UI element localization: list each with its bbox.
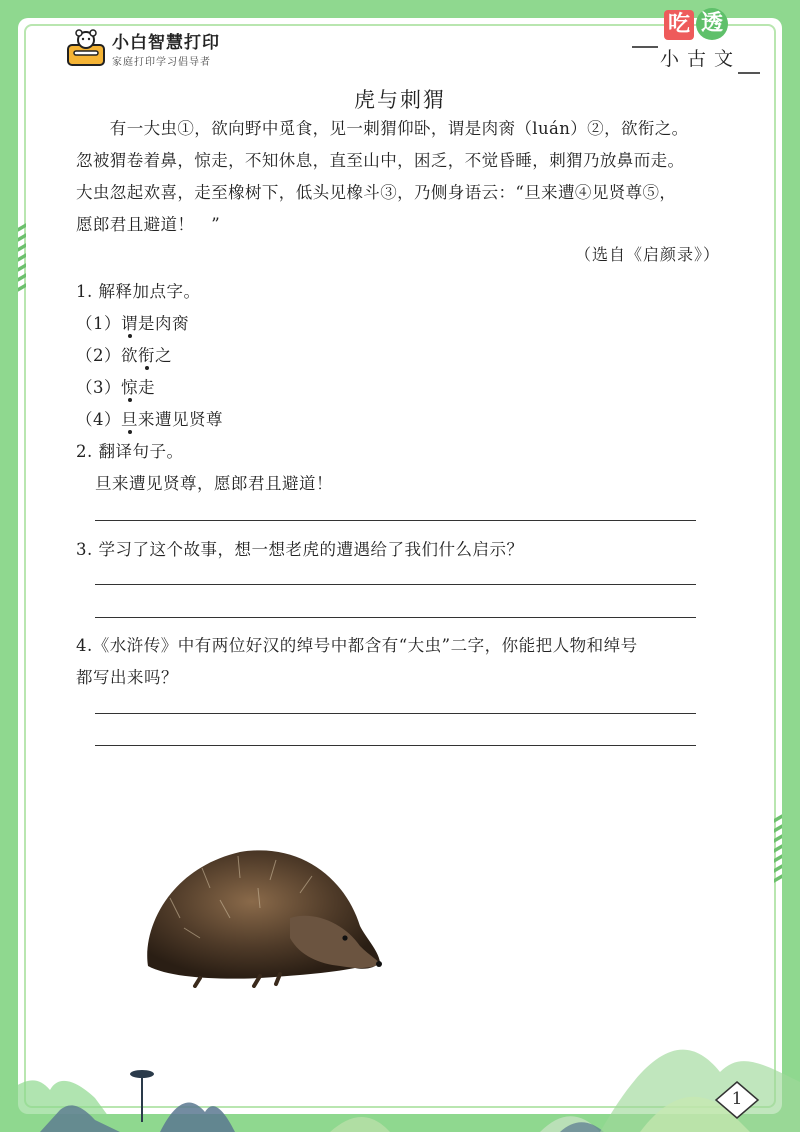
question-2-sentence: 旦来遭见贤尊，愿郎君且避道！	[95, 474, 333, 493]
hills-decoration	[0, 1002, 800, 1132]
brand-mark	[632, 2, 762, 72]
item-suffix: 之	[155, 346, 172, 365]
item-suffix: 走	[138, 378, 155, 397]
hedgehog-image	[140, 838, 385, 988]
page-number: 1	[731, 1089, 743, 1109]
item-prefix: （1）	[76, 314, 121, 333]
question-3-title: 3. 学习了这个故事，想一想老虎的遭遇给了我们什么启示？	[76, 540, 524, 559]
dotted-char: 旦	[121, 410, 138, 429]
brand-line-right	[738, 72, 760, 74]
dotted-char: 衔	[138, 346, 155, 365]
left-stripes-decoration	[18, 226, 26, 296]
item-prefix: （2）欲	[76, 346, 138, 365]
question-4-title-cont: 都写出来吗？	[76, 668, 178, 687]
question-4-title: 4.《水浒传》中有两位好汉的绰号中都含有“大虫”二字，你能把人物和绰号	[76, 636, 638, 655]
question-1-item	[76, 310, 189, 334]
question-1-item	[76, 406, 223, 430]
article-source: （选自《启颜录》）	[574, 245, 720, 264]
item-suffix: 来遭见贤尊	[138, 410, 223, 429]
question-1-title: 1. 解释加点字。	[76, 282, 201, 301]
item-prefix: （4）	[76, 410, 121, 429]
answer-line[interactable]	[95, 584, 696, 585]
answer-line[interactable]	[95, 617, 696, 618]
article-line: 大虫忽起欢喜，走至橡树下，低头见橡斗③，乃侧身语云：“旦来遭④见贤尊⑤，	[76, 183, 677, 202]
brand-line-left	[632, 46, 658, 48]
page-number-badge	[714, 1080, 760, 1120]
dotted-char: 惊	[121, 378, 138, 397]
question-1-item	[76, 342, 172, 366]
answer-line[interactable]	[95, 520, 696, 521]
logo	[66, 28, 220, 68]
article-title: 虎与刺猬	[354, 88, 446, 112]
logo-box-icon	[66, 29, 106, 67]
item-prefix: （3）	[76, 378, 121, 397]
question-1-item	[76, 374, 155, 398]
answer-line[interactable]	[95, 745, 696, 746]
logo-title: 小白智慧打印	[112, 33, 220, 53]
article-line: 忽被猬卷着鼻，惊走，不知休息，直至山中，困乏，不觉昏睡，刺猬乃放鼻而走。	[76, 151, 685, 170]
article-line: 有一大虫①，欲向野中觅食，见一刺猬仰卧，谓是肉脔（luán）②，欲衔之。	[76, 119, 689, 138]
brand-char-1: 吃	[664, 10, 694, 40]
question-2-title: 2. 翻译句子。	[76, 442, 184, 461]
article-body	[76, 113, 736, 241]
logo-subtitle: 家庭打印学习倡导者	[112, 57, 211, 68]
brand-char-2: 透	[696, 8, 728, 40]
article-line: 愿郎君且避道！ ”	[76, 215, 221, 234]
answer-line[interactable]	[95, 713, 696, 714]
right-stripes-decoration	[774, 816, 782, 886]
brand-subtitle: 小古文	[660, 48, 742, 70]
item-suffix: 是肉脔	[138, 314, 189, 333]
dotted-char: 谓	[121, 314, 138, 333]
